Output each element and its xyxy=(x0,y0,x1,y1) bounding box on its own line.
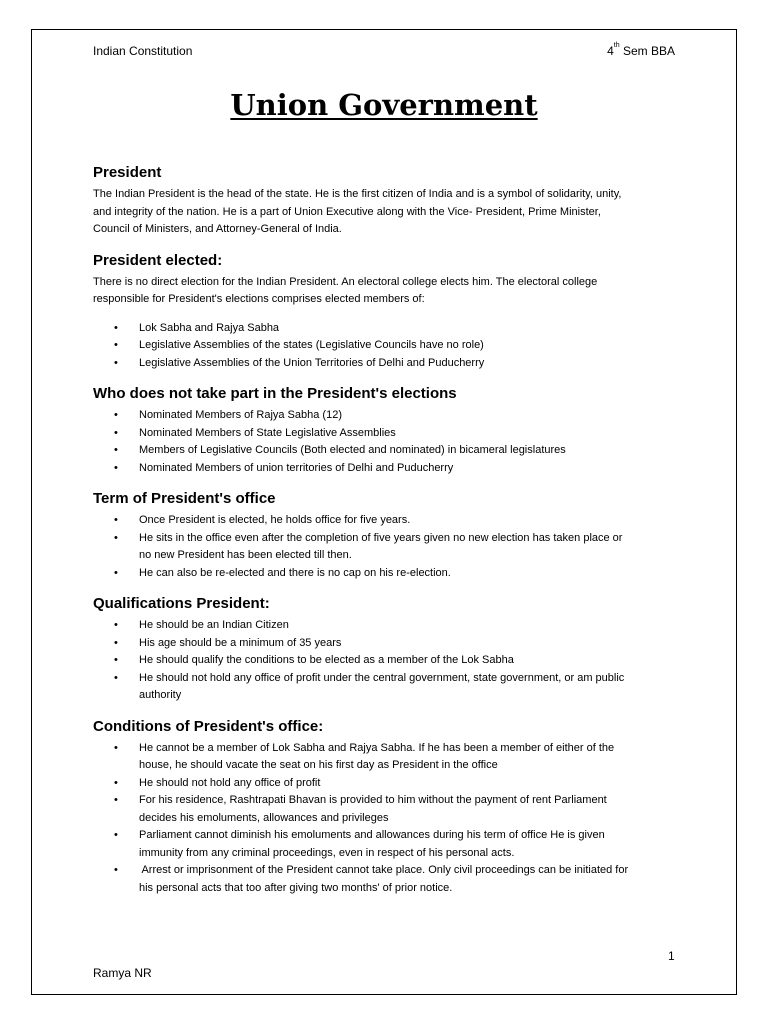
list-item-text: Parliament cannot diminish his emoluments and allowances during his term of office He is given xyxy=(139,829,605,841)
header-semester-num: 4 xyxy=(607,44,614,58)
list-item-text: For his residence, Rashtrapati Bhavan is provided to him without the payment of rent Parliament xyxy=(139,794,607,806)
list-item: • Lok Sabha and Rajya Sabha xyxy=(93,320,683,338)
list-item-text: He should not hold any office of profit xyxy=(139,776,321,789)
bullet-list xyxy=(93,407,683,477)
section-heading: President elected: xyxy=(93,251,223,269)
list-item-text: no new President has been elected till then. xyxy=(139,549,352,561)
document-body xyxy=(93,164,683,897)
paragraph-line: Council of Ministers, and Attorney-General of India. xyxy=(93,223,342,235)
header-semester-sup: th xyxy=(613,42,620,49)
list-item-text: decides his emoluments, allowances and privileges xyxy=(139,811,389,824)
section-term xyxy=(93,490,683,582)
section-heading: President xyxy=(93,164,162,181)
bullet-list xyxy=(93,512,683,582)
list-item xyxy=(93,617,683,635)
list-item: • Nominated Members of union territories of Delhi and Puducherry xyxy=(93,460,683,478)
bullet-list xyxy=(93,617,683,705)
list-item: • Nominated Members of State Legislative Assemblies xyxy=(93,425,683,443)
list-item-text: He cannot be a member of Lok Sabha and Rajya Sabha. If he has been a member of either of the xyxy=(139,741,615,754)
section-heading: Who does not take part in the President's elections xyxy=(93,385,457,402)
section-heading: Qualifications President: xyxy=(93,595,270,612)
paragraph-line: responsible for President's elections comprises elected members of: xyxy=(93,293,425,305)
header-subject: Indian Constitution xyxy=(93,44,193,58)
section-not-part xyxy=(93,385,683,477)
section-president-elected xyxy=(93,252,683,373)
paragraph-line: and integrity of the nation. He is a part of Union Executive along with the Vice- President, Prime Minister, xyxy=(93,205,601,218)
list-item xyxy=(93,792,683,827)
section-conditions xyxy=(93,718,683,898)
list-item xyxy=(93,827,683,862)
list-item xyxy=(93,635,683,653)
section-heading: Term of President's office xyxy=(93,490,276,507)
list-item xyxy=(93,670,683,705)
page-number: 1 xyxy=(668,949,675,963)
list-item xyxy=(93,512,683,530)
header-semester xyxy=(607,44,675,58)
list-item-text: His age should be a minimum of 35 years xyxy=(139,636,342,649)
list-item xyxy=(93,530,683,565)
list-item-text: house, he should vacate the seat on his first day as President in the office xyxy=(139,759,498,771)
list-item-text: He should not hold any office of profit under the central government, state government, or am public xyxy=(139,671,625,684)
paragraph-line: The Indian President is the head of the state. He is the first citizen of India and is a symbol of solidarity, unity, xyxy=(93,188,622,200)
header-semester-rest: Sem BBA xyxy=(619,44,675,58)
list-item: • Members of Legislative Councils (Both elected and nominated) in bicameral legislatures xyxy=(93,442,683,460)
list-item-text: He should qualify the conditions to be elected as a member of the Lok Sabha xyxy=(139,654,514,666)
list-item xyxy=(93,740,683,775)
bullet-list xyxy=(93,320,683,373)
list-item-text: He should be an Indian Citizen xyxy=(139,619,289,631)
footer-author: Ramya NR xyxy=(93,966,152,980)
list-item xyxy=(93,775,683,793)
list-item-text: Arrest or imprisonment of the President cannot take place. Only civil proceedings can be initiated for xyxy=(139,864,629,876)
list-item: • Legislative Assemblies of the states (Legislative Councils have no role) xyxy=(93,337,683,355)
list-item: • Legislative Assemblies of the Union Territories of Delhi and Puducherry xyxy=(93,355,683,373)
list-item-text: authority xyxy=(139,689,182,701)
list-item xyxy=(93,652,683,670)
list-item-text: immunity from any criminal proceedings, even in respect of his personal acts. xyxy=(139,846,515,859)
section-qualifications xyxy=(93,595,683,705)
page-title: Union Government xyxy=(230,88,538,122)
paragraph-line: There is no direct election for the Indian President. An electoral college elects him. The electoral college xyxy=(93,275,598,288)
list-item xyxy=(93,862,683,897)
list-item-text: He sits in the office even after the completion of five years given no new election has taken place or xyxy=(139,531,623,544)
section-heading: Conditions of President's office: xyxy=(93,717,324,735)
list-item-text: his personal acts that too after giving two months' of prior notice. xyxy=(139,881,453,894)
list-item: • Nominated Members of Rajya Sabha (12) xyxy=(93,407,683,425)
list-item-text: Once President is elected, he holds office for five years. xyxy=(139,514,411,526)
list-item-text: He can also be re-elected and there is no cap on his re-election. xyxy=(139,566,451,579)
bullet-list xyxy=(93,740,683,898)
list-item xyxy=(93,565,683,583)
section-president xyxy=(93,164,683,239)
